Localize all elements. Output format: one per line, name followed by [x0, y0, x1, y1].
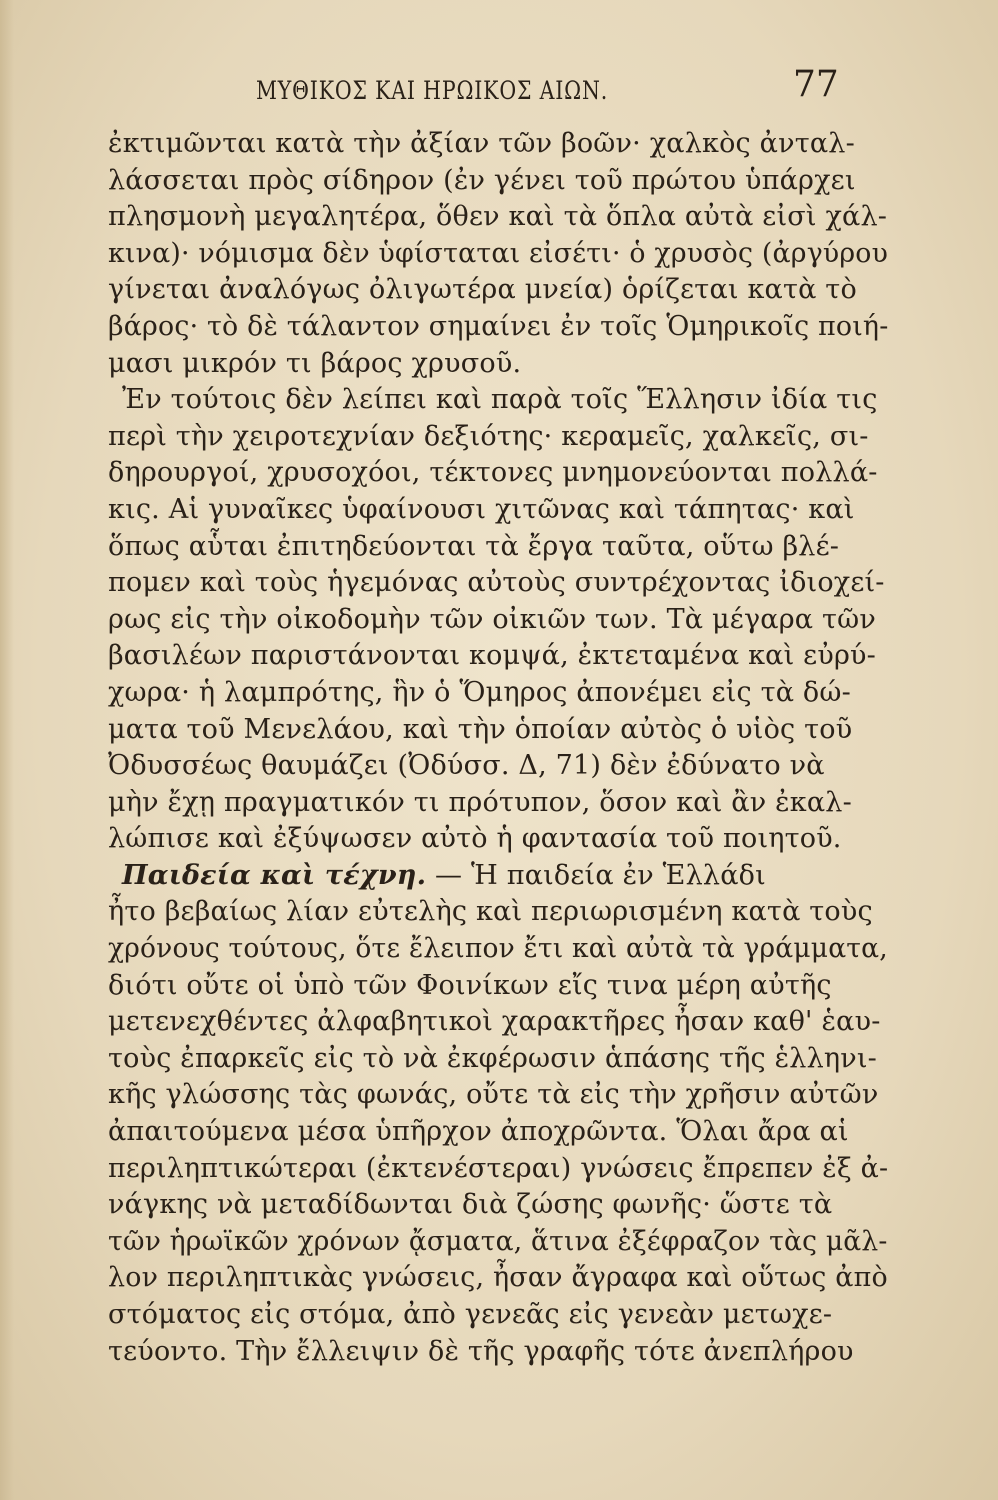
- text-line: λάσσεται πρὸς σίδηρον (ἐν γένει τοῦ πρώτου ὑπάρχει: [108, 164, 856, 196]
- text-line: κις. Αἱ γυναῖκες ὑφαίνουσι χιτῶνας καὶ τάπητας· καὶ: [108, 493, 855, 525]
- text-line: περὶ τὴν χειροτεχνίαν δεξιότης· κεραμεῖς, χαλκεῖς, σι-: [108, 420, 869, 452]
- text-line: πομεν καὶ τοὺς ἡγεμόνας αὐτοὺς συντρέχοντας ἰδιοχεί-: [108, 567, 885, 599]
- section-first-line: — Ἡ παιδεία ἐν Ἑλλάδι: [435, 859, 766, 891]
- text-line: ὅπως αὗται ἐπιτηδεύονται τὰ ἔργα ταῦτα, οὕτω βλέ-: [108, 530, 840, 562]
- paragraph-start-line: Ἐν τούτοις δὲν λείπει καὶ παρὰ τοῖς Ἕλλησιν ἰδία τις: [122, 384, 878, 416]
- text-line: ἀπαιτούμενα μέσα ὑπῆρχον ἀποχρῶντα. Ὅλαι ἄρα αἱ: [108, 1116, 849, 1148]
- text-line: μετενεχθέντες ἀλφαβητικοὶ χαρακτῆρες ἦσαν καθ' ἑαυ-: [108, 1006, 881, 1038]
- text-line: πλησμονὴ μεγαλητέρα, ὅθεν καὶ τὰ ὅπλα αὐτὰ εἰσὶ χάλ-: [108, 201, 888, 233]
- text-line: τεύοντο. Τὴν ἔλλειψιν δὲ τῆς γραφῆς τότε ἀνεπλήρου: [108, 1335, 854, 1367]
- text-line: νάγκης νὰ μεταδίδωνται διὰ ζώσης φωνῆς· ὥστε τὰ: [108, 1189, 833, 1221]
- text-line: διότι οὔτε οἱ ὑπὸ τῶν Φοινίκων εἴς τινα μέρη αὐτῆς: [108, 969, 832, 1001]
- section-heading: Παιδεία καὶ τέχνη.: [122, 859, 427, 891]
- section-heading-line: [108, 858, 868, 895]
- page-number: 77: [793, 64, 839, 105]
- text-line: Ὀδυσσέως θαυμάζει (Ὀδύσσ. Δ, 71) δὲν ἐδύνατο νὰ: [108, 750, 825, 782]
- text-line: λώπισε καὶ ἐξύψωσεν αὐτὸ ἡ φαντασία τοῦ ποιητοῦ.: [108, 823, 842, 855]
- page-header: [0, 62, 998, 112]
- text-line: μὴν ἔχῃ πραγματικόν τι πρότυπον, ὅσον καὶ ἂν ἐκαλ-: [108, 786, 852, 818]
- text-line: στόματος εἰς στόμα, ἀπὸ γενεᾶς εἰς γενεὰν μετωχε-: [108, 1299, 833, 1330]
- page-edge-shadow: [0, 0, 14, 1500]
- text-line: ἐκτιμῶνται κατὰ τὴν ἀξίαν τῶν βοῶν· χαλκὸς ἀνταλ-: [108, 128, 855, 159]
- text-line: γίνεται ἀναλόγως ὀλιγωτέρα μνεία) ὁρίζεται κατὰ τὸ: [108, 274, 857, 306]
- text-line: περιληπτικώτεραι (ἐκτενέστεραι) γνώσεις ἔπρεπεν ἐξ ἀ-: [108, 1152, 889, 1184]
- text-line: ρως εἰς τὴν οἰκοδομὴν τῶν οἰκιῶν των. Τὰ μέγαρα τῶν: [108, 603, 876, 635]
- text-line: τοὺς ἐπαρκεῖς εἰς τὸ νὰ ἐκφέρωσιν ἁπάσης τῆς ἑλληνι-: [108, 1042, 877, 1074]
- text-line: κινα)· νόμισμα δὲν ὑφίσταται εἰσέτι· ὁ χρυσὸς (ἀργύρου: [108, 237, 889, 269]
- text-line: λον περιληπτικὰς γνώσεις, ἦσαν ἄγραφα καὶ οὕτως ἀπὸ: [108, 1262, 888, 1294]
- body-text: [108, 126, 889, 1370]
- text-line: ἦτο βεβαίως λίαν εὐτελὴς καὶ περιωρισμένη κατὰ τοὺς: [108, 896, 873, 928]
- text-line: χρόνους τούτους, ὅτε ἔλειπον ἔτι καὶ αὐτὰ τὰ γράμματα,: [108, 933, 888, 965]
- text-line: κῆς γλώσσης τὰς φωνάς, οὔτε τὰ εἰς τὴν χρῆσιν αὐτῶν: [108, 1079, 879, 1111]
- text-line: ματα τοῦ Μενελάου, καὶ τὴν ὁποίαν αὐτὸς ὁ υἱὸς τοῦ: [108, 713, 853, 745]
- text-line: βάρος· τὸ δὲ τάλαντον σημαίνει ἐν τοῖς Ὁμηρικοῖς ποιή-: [108, 310, 889, 342]
- text-line: τῶν ἡρωϊκῶν χρόνων ᾄσματα, ἅτινα ἐξέφραζον τὰς μᾶλ-: [108, 1225, 888, 1257]
- running-title: ΜΥΘΙΚΟΣ ΚΑΙ ΗΡΩΙΚΟΣ ΑΙΩΝ.: [256, 76, 609, 105]
- text-line: δηρουργοί, χρυσοχόοι, τέκτονες μνημονεύονται πολλά-: [108, 457, 878, 489]
- text-line: χωρα· ἡ λαμπρότης, ἣν ὁ Ὅμηρος ἀπονέμει εἰς τὰ δώ-: [108, 676, 851, 708]
- text-line: βασιλέων παριστάνονται κομψά, ἐκτεταμένα καὶ εὐρύ-: [108, 640, 876, 672]
- text-line: μασι μικρόν τι βάρος χρυσοῦ.: [108, 347, 522, 379]
